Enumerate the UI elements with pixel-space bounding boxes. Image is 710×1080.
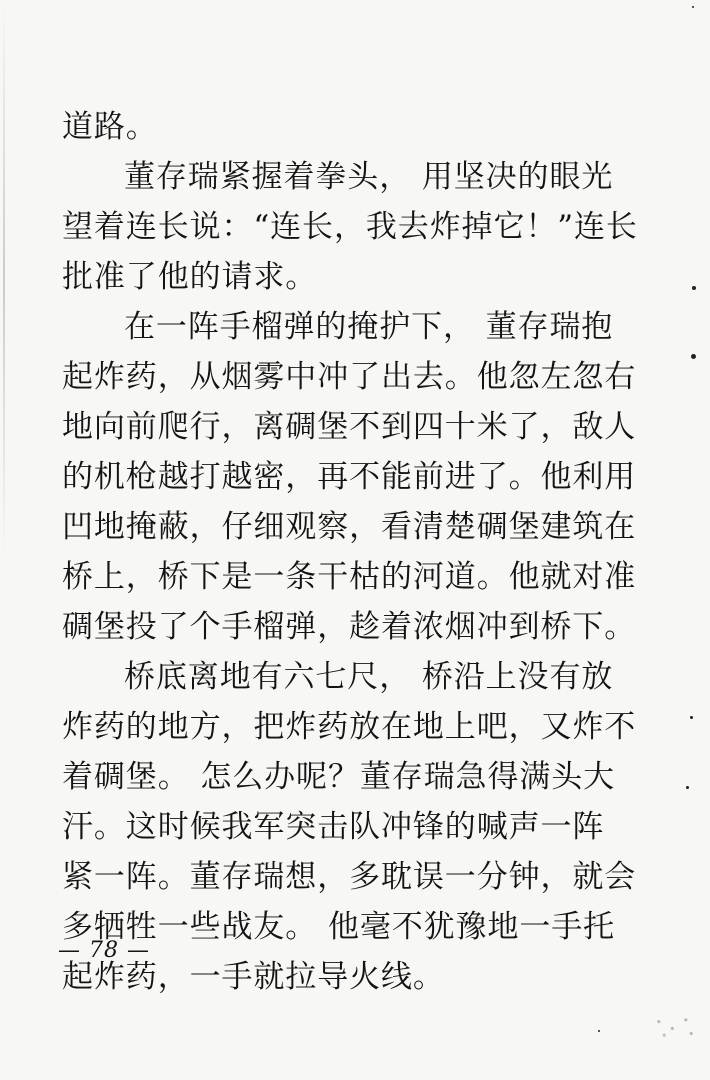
print-speck [686, 786, 689, 789]
text-line: 紧一阵。董存瑞想，多耽误一分钟，就会 [62, 859, 637, 895]
text-line: 汗。这时候我军突击队冲锋的喊声一阵 [62, 809, 605, 845]
text-line: 碉堡投了个手榴弹，趁着浓烟冲到桥下。 [62, 609, 637, 645]
page-number: — 78 — [58, 938, 150, 963]
text-line: 的机枪越打越密，再不能前进了。他利用 [62, 459, 637, 495]
text-line: 起炸药，一手就拉导火线。 [62, 959, 445, 995]
text-line: 多牺牲一些战友。 他毫不犹豫地一手托 [62, 909, 616, 945]
page-edge-shadow [3, 0, 5, 560]
text-line: 桥底离地有六七尺， 桥沿上没有放 [124, 659, 614, 695]
text-line: 着碉堡。 怎么办呢？董存瑞急得满头大 [62, 759, 616, 795]
text-line: 桥上，桥下是一条干枯的河道。他就对准 [62, 559, 637, 595]
text-line: 炸药的地方，把炸药放在地上吧，又炸不 [62, 709, 637, 745]
print-speck [691, 354, 696, 359]
print-speck [692, 286, 696, 290]
text-line: 道路。 [62, 109, 158, 145]
text-line: 起炸药，从烟雾中冲了出去。他忽左忽右 [62, 359, 637, 395]
print-speck [692, 6, 694, 8]
text-line: 凹地掩蔽，仔细观察，看清楚碉堡建筑在 [62, 509, 637, 545]
text-line: 董存瑞紧握着拳头， 用坚决的眼光 [124, 159, 614, 195]
print-speck [598, 1030, 600, 1032]
text-line: 望着连长说：“连长，我去炸掉它！”连长 [62, 209, 638, 245]
text-line: 批准了他的请求。 [62, 259, 318, 295]
text-line: 地向前爬行，离碉堡不到四十米了，敌人 [62, 409, 637, 445]
text-line: 在一阵手榴弹的掩护下， 董存瑞抱 [124, 309, 614, 345]
body-text [62, 102, 638, 1002]
print-speck [690, 716, 693, 719]
print-smudge [648, 1008, 702, 1042]
